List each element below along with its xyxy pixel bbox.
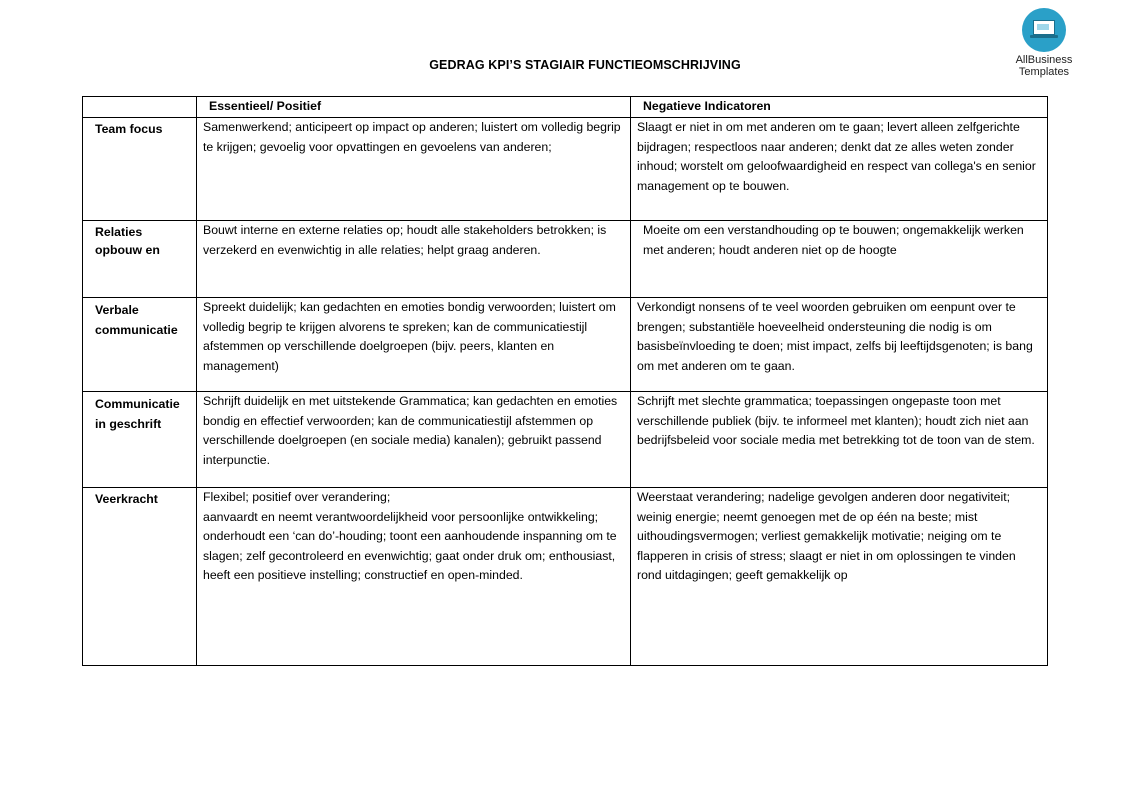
cell-positive bbox=[197, 488, 631, 666]
cell-positive: Spreekt duidelijk; kan gedachten en emoties bondig verwoorden; luistert om volledig begrip te krijgen alvorens te spreken; kan de communicatiestijl afstemmen op verschillende doelgroepen (bijv. peers, klanten en management) bbox=[197, 298, 631, 392]
table-row bbox=[83, 118, 1048, 221]
row-label-communicatie: Communicatie in geschrift bbox=[83, 392, 197, 488]
cell-negative: Slaagt er niet in om met anderen om te gaan; levert alleen zelfgerichte bijdragen; respectloos naar anderen; denkt dat ze alles weten zonder inhoud; worstelt om geloofwaardigheid en respect van collega's en senior management op te bouwen. bbox=[631, 118, 1048, 221]
table-row bbox=[83, 221, 1048, 298]
table-header-row bbox=[83, 97, 1048, 118]
document-title: GEDRAG KPI’S STAGIAIR FUNCTIEOMSCHRIJVING bbox=[429, 58, 741, 72]
header-empty bbox=[83, 97, 197, 118]
cell-positive: Bouwt interne en externe relaties op; houdt alle stakeholders betrokken; is verzekerd en evenwichtig in alle relaties; helpt graag anderen. bbox=[197, 221, 631, 298]
cell-positive: Samenwerkend; anticipeert op impact op anderen; luistert om volledig begrip te krijgen; gevoelig voor opvattingen en gevoelens van anderen; bbox=[197, 118, 631, 221]
row-label-verbale: Verbale communicatie bbox=[83, 298, 197, 392]
logo-line-1: AllBusiness bbox=[1015, 54, 1073, 66]
row-label-team-focus: Team focus bbox=[83, 118, 197, 221]
logo-line-2: Templates bbox=[1018, 66, 1070, 78]
header-negative: Negatieve Indicatoren bbox=[631, 97, 1048, 118]
row-label-relaties: Relaties opbouw en bbox=[83, 221, 197, 298]
cell-positive-line1: Flexibel; positief over verandering; bbox=[203, 490, 391, 504]
row-label-veerkracht: Veerkracht bbox=[83, 488, 197, 666]
table-row bbox=[83, 298, 1048, 392]
table-row bbox=[83, 392, 1048, 488]
cell-positive-rest: aanvaardt en neemt verantwoordelijkheid voor persoonlijke ontwikkeling; onderhoudt een ‘can do’-houding; toont een aanhoudende inspanning om te slagen; zelf gecontroleerd en evenwichtig; gaat onder druk om; enthousiast, heeft een positieve instelling; constructief en open-minded. bbox=[203, 509, 617, 582]
cell-positive: Schrijft duidelijk en met uitstekende Grammatica; kan gedachten en emoties bondig en effectief verwoorden; kan de communicatiestijl afstemmen op verschillende doelgroepen (en sociale media) kanalen); gebruikt passend interpunctie. bbox=[197, 392, 631, 488]
header-positive: Essentieel/ Positief bbox=[197, 97, 631, 118]
cell-negative: Verkondigt nonsens of te veel woorden gebruiken om eenpunt over te brengen; substantiële hoeveelheid ondersteuning die nodig is om basisbeïnvloeding te doen; mist impact, zelfs bij leeftijdsgenoten; is bang om met anderen om te gaan. bbox=[631, 298, 1048, 392]
cell-negative: Schrijft met slechte grammatica; toepassingen ongepaste toon met verschillende publiek (bijv. te informeel met klanten); houdt zich niet aan bedrijfsbeleid voor sociale media met betrekking tot de toon van de stem. bbox=[631, 392, 1048, 488]
table-row bbox=[83, 488, 1048, 666]
kpi-table bbox=[82, 96, 1048, 666]
cell-negative: Moeite om een verstandhouding op te bouwen; ongemakkelijk werken met anderen; houdt anderen niet op de hoogte bbox=[631, 221, 1048, 298]
laptop-logo-icon bbox=[1022, 8, 1066, 52]
cell-negative: Weerstaat verandering; nadelige gevolgen anderen door negativiteit; weinig energie; neemt genoegen met de op één na beste; mist uithoudingsvermogen; verliest gemakkelijk motivatie; neiging om te flapperen in crisis of stress; slaagt er niet in om oplossingen te vinden rond uitdagingen; geeft gemakkelijk op bbox=[631, 488, 1048, 666]
